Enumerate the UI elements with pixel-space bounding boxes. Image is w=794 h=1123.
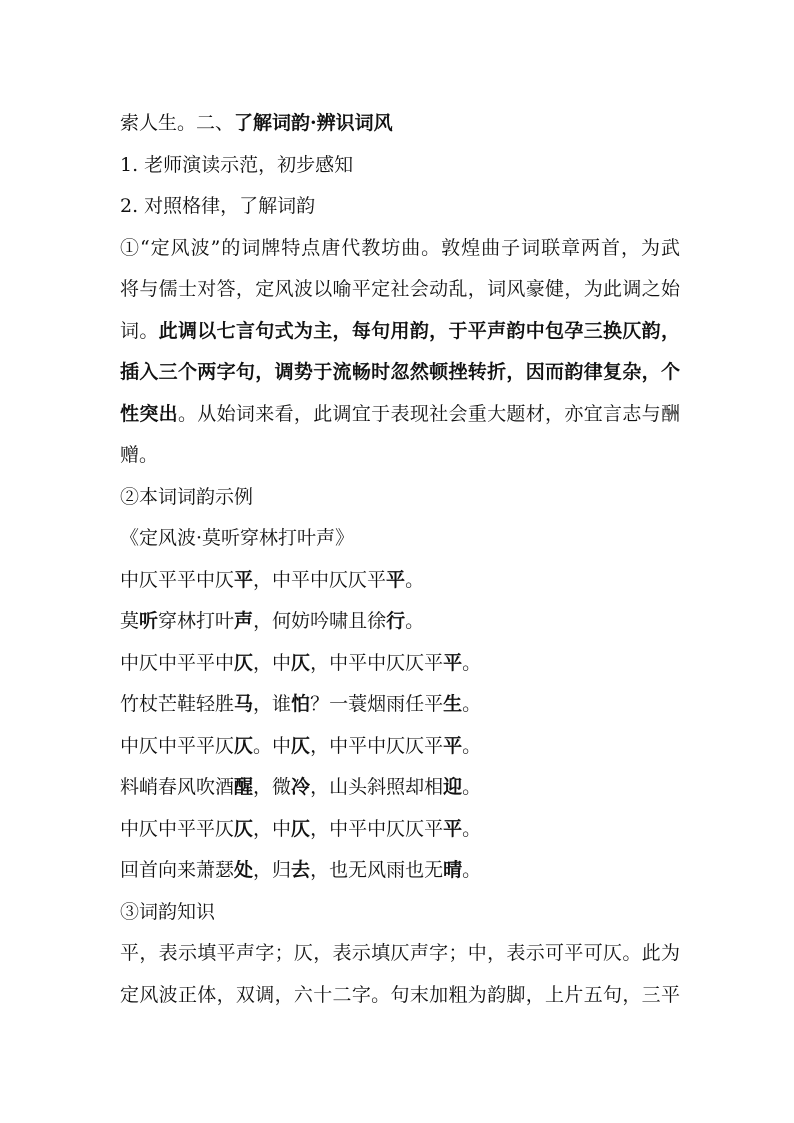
bold-text-run: 平 [234,568,254,591]
bold-text-run: 去 [291,859,311,881]
text-run: 定风波正体，双调，六十二字。句末加粗为韵脚，上片五句，三平 [120,983,680,1006]
bold-text-run: 怕 [291,693,311,715]
bold-text-run: 平 [443,651,463,674]
text-line [120,477,680,519]
text-run: 。中 [253,734,292,757]
text-run: 词。 [120,319,159,342]
bold-text-run: 醒 [234,776,254,798]
text-run: 竹杖芒鞋轻胜 [120,693,235,715]
text-line [120,186,680,228]
text-line [120,643,680,685]
bold-text-run: 仄 [291,651,311,674]
text-line [120,145,680,187]
text-run: ？一蓑烟雨任平 [310,693,444,715]
bold-text-run: 处 [234,859,254,881]
text-line [120,269,680,311]
text-run: ，微 [253,776,292,798]
bold-text-run: 迎 [443,776,463,798]
text-line [120,933,680,975]
text-line [120,767,680,809]
bold-text-run: 此调以七言句式为主，每句用韵，于平声韵中包孕三换仄韵， [158,319,680,342]
text-run: ，中 [253,817,292,840]
text-line [120,809,680,851]
text-run: 。 [462,776,482,798]
text-line [120,435,680,477]
text-run: 将与儒士对答，定风波以喻平定社会动乱，词风豪健，为此调之始 [120,278,680,300]
text-run: ，也无风雨也无 [310,859,444,881]
bold-text-run: 平 [443,817,463,840]
text-run: ②本词词韵示例 [120,485,254,508]
text-run: ，归 [253,859,292,881]
text-line [120,394,680,436]
text-run: ，中平中仄仄平 [310,651,444,674]
text-run: 1. 老师演读示范，初步感知 [120,153,354,176]
text-line [120,311,680,353]
text-line [120,103,680,145]
text-line [120,726,680,768]
text-run: 。 [462,734,482,757]
bold-text-run: 晴 [443,859,463,881]
text-run: 赠。 [120,444,159,466]
text-run: 。 [462,693,482,715]
bold-text-run: 行 [386,610,406,632]
text-run: 。 [405,610,425,632]
text-run: ，中平中仄仄平 [253,568,387,591]
bold-text-run: 仄 [234,734,254,757]
bold-text-run: 马 [234,693,254,715]
text-line [120,975,680,1017]
text-run: 平，表示填平声字；仄，表示填仄声字；中，表示可平可仄。此为 [120,942,680,964]
text-run: 。 [405,568,425,591]
text-run: ，中平中仄仄平 [310,817,444,840]
text-run: ，谁 [253,693,292,715]
bold-text-run: 仄 [291,817,311,840]
bold-text-run: 冷 [291,776,311,798]
text-run: 回首向来萧瑟 [120,859,235,881]
text-line [120,518,680,560]
text-run: 中仄中平平仄 [120,817,235,840]
text-run: 索人生。二、 [120,112,235,134]
text-run: ，中平中仄仄平 [310,734,444,757]
text-run: ，山头斜照却相 [310,776,444,798]
text-run: 穿林打叶 [158,610,235,632]
text-line [120,684,680,726]
text-run: 中仄平平中仄 [120,568,235,591]
bold-text-run: 仄 [291,734,311,757]
text-line [120,850,680,892]
bold-text-run: 了解词韵·辨识词风 [234,112,393,134]
text-run: 2. 对照格律，了解词韵 [120,195,316,217]
document-body [120,103,680,1016]
text-run: 《定风波·莫听穿林打叶声》 [120,527,355,549]
text-line [120,352,680,394]
bold-text-run: 生 [443,693,463,715]
text-run: 。 [462,859,482,881]
bold-text-run: 听 [139,610,159,632]
text-line [120,892,680,934]
bold-text-run: 性突出 [120,402,178,425]
text-run: 。 [462,817,482,840]
text-run: 料峭春风吹酒 [120,776,235,798]
bold-text-run: 插入三个两字句，调势于流畅时忽然顿挫转折，因而韵律复杂，个 [120,361,680,383]
bold-text-run: 声 [234,610,254,632]
text-run: 。从始词来看，此调宜于表现社会重大题材，亦宜言志与酬 [177,402,680,425]
text-run: ③词韵知识 [120,900,216,923]
text-run: 中仄中平平中 [120,651,235,674]
text-run: ，中 [253,651,292,674]
text-run: 中仄中平平仄 [120,734,235,757]
text-run: ，何妨吟啸且徐 [253,610,387,632]
text-run: ①“定风波”的词牌特点唐代教坊曲。敦煌曲子词联章两首，为武 [120,236,680,259]
text-line [120,601,680,643]
text-run: 。 [462,651,482,674]
text-run: 莫 [120,610,140,632]
bold-text-run: 仄 [234,651,254,674]
text-line [120,560,680,602]
bold-text-run: 平 [443,734,463,757]
bold-text-run: 仄 [234,817,254,840]
bold-text-run: 平 [386,568,406,591]
text-line [120,228,680,270]
